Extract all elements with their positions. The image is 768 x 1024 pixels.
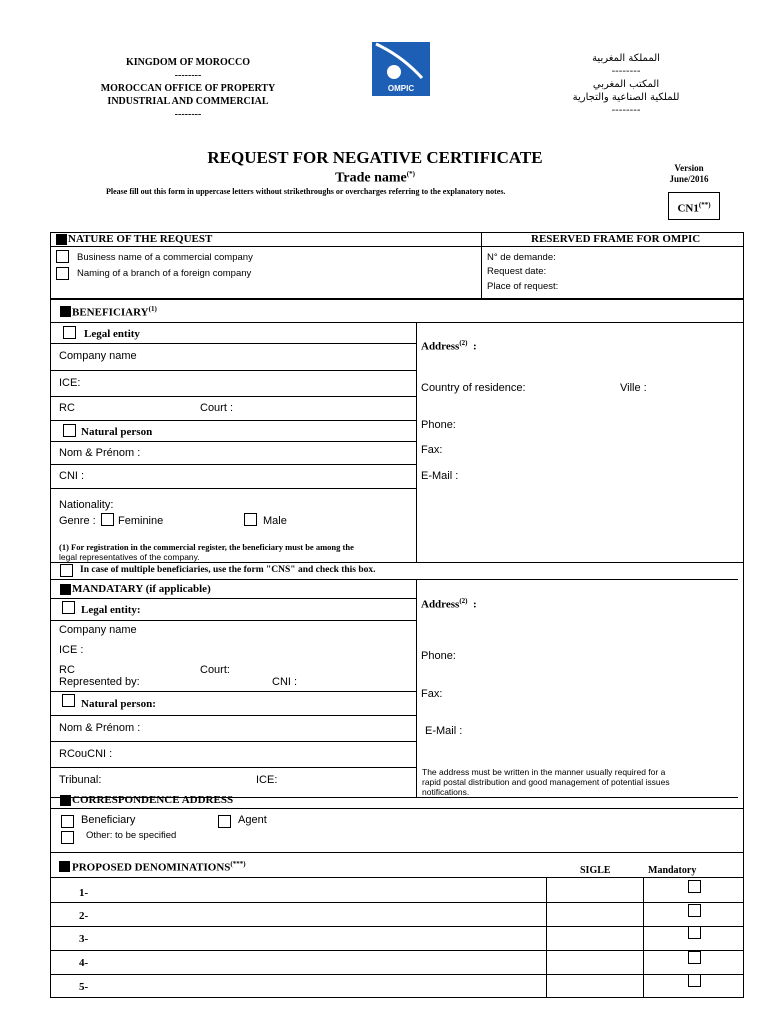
divider	[50, 926, 744, 927]
sigle-input[interactable]	[548, 976, 641, 997]
divider	[50, 562, 744, 563]
denomination-input[interactable]	[52, 879, 544, 900]
reserved-heading: RESERVED FRAME FOR OMPIC	[531, 233, 701, 245]
address-note: The address must be written in the manner usually required for a	[422, 767, 666, 777]
nature-option-label: Business name of a commercial company	[77, 252, 253, 263]
feminine-checkbox[interactable]	[101, 513, 114, 526]
beneficiary-note: legal representatives of the company.	[59, 552, 200, 562]
subtitle-sup: (*)	[406, 170, 415, 178]
mandatary-natural-person-checkbox[interactable]	[62, 694, 75, 707]
section-marker-icon	[60, 306, 71, 317]
cni-label: CNI :	[59, 470, 85, 482]
nationality-label: Nationality:	[59, 499, 114, 511]
beneficiary-fax-label: Fax:	[421, 444, 443, 456]
divider	[50, 464, 416, 465]
address-sup: (2)	[459, 339, 468, 347]
male-label: Male	[263, 515, 287, 527]
tribunal-label: Tribunal:	[59, 774, 102, 786]
address-colon: :	[472, 598, 477, 611]
denomination-row-number: 5-	[79, 981, 89, 993]
form-code: CN1	[677, 202, 699, 215]
ompic-logo	[372, 42, 430, 96]
male-checkbox[interactable]	[244, 513, 257, 526]
header-right-line: --------	[611, 105, 641, 116]
divider	[50, 322, 744, 323]
country-label: Country of residence:	[421, 382, 526, 394]
version-date: June/2016	[669, 174, 709, 184]
ville-label: Ville :	[620, 382, 647, 394]
header-left-line: KINGDOM OF MOROCCO	[125, 57, 251, 68]
mandatary-address-label	[421, 597, 477, 611]
correspondence-agent-checkbox[interactable]	[218, 815, 231, 828]
header-right-line: المكتب المغربي	[592, 79, 660, 90]
divider	[50, 246, 744, 247]
legal-entity-checkbox[interactable]	[63, 326, 76, 339]
divider	[50, 715, 416, 716]
reserved-field-label: N° de demande:	[487, 252, 556, 263]
mandatory-checkbox[interactable]	[688, 951, 701, 964]
nature-option-label: Naming of a branch of a foreign company	[77, 268, 252, 279]
mandatary-phone-label: Phone:	[421, 650, 456, 662]
divider	[50, 902, 744, 903]
mandatary-court-label: Court:	[200, 664, 230, 676]
divider	[643, 877, 644, 998]
divider	[50, 441, 416, 442]
represented-by-label: Represented by:	[59, 676, 140, 688]
correspondence-beneficiary-label: Beneficiary	[81, 814, 136, 826]
denominations-heading-sup: (***)	[230, 860, 246, 868]
sigle-input[interactable]	[548, 904, 641, 925]
header-right	[556, 52, 696, 117]
address-colon: :	[472, 340, 477, 353]
header-right-line: للملكية الصناعية والتجارية	[572, 92, 680, 103]
divider	[50, 852, 744, 853]
address-note: notifications.	[422, 787, 470, 797]
section-marker-icon	[59, 861, 70, 872]
beneficiary-address-label	[421, 339, 477, 353]
page-title: REQUEST FOR NEGATIVE CERTIFICATE	[207, 148, 543, 167]
correspondence-other-label: Other: to be specified	[86, 830, 177, 841]
header-left-line: --------	[174, 70, 202, 81]
rcoucni-label: RCouCNI :	[59, 748, 113, 760]
beneficiary-email-label: E-Mail :	[421, 470, 459, 482]
mandatary-rc-label: RC	[59, 664, 75, 676]
sigle-header: SIGLE	[580, 865, 611, 876]
divider	[50, 808, 744, 809]
header-left	[70, 56, 306, 121]
sigle-input[interactable]	[548, 928, 641, 949]
denomination-input[interactable]	[52, 976, 544, 997]
form-code-sup: (**)	[698, 201, 711, 209]
court-label: Court :	[200, 402, 234, 414]
multiple-beneficiaries-label: In case of multiple beneficiaries, use the form "CNS" and check this box.	[80, 565, 376, 575]
divider	[50, 370, 416, 371]
rc-label: RC	[59, 402, 75, 414]
natural-person-label: Natural person	[81, 426, 153, 438]
nom-prenom-label: Nom & Prénom :	[59, 447, 141, 459]
version-label: Version	[674, 163, 704, 173]
reserved-field-label: Request date:	[487, 266, 547, 277]
divider	[50, 598, 416, 599]
section-marker-icon	[56, 234, 67, 245]
divider	[50, 620, 416, 621]
beneficiary-heading-sup: (1)	[148, 305, 157, 313]
version-block	[664, 163, 714, 185]
beneficiary-heading-text: BENEFICIARY	[72, 306, 149, 319]
feminine-label: Feminine	[118, 515, 164, 527]
beneficiary-note: (1) For registration in the commercial register, the beneficiary must be among the	[59, 542, 354, 552]
divider	[50, 420, 416, 421]
denomination-input[interactable]	[52, 904, 544, 925]
mandatary-cni-label: CNI :	[272, 676, 298, 688]
divider	[50, 741, 416, 742]
mandatary-ice2-label: ICE:	[256, 774, 278, 786]
divider	[416, 580, 417, 797]
mandatory-checkbox[interactable]	[688, 880, 701, 893]
sigle-input[interactable]	[548, 879, 641, 900]
page-subtitle	[150, 170, 600, 187]
company-name-label: Company name	[59, 350, 137, 362]
denomination-input[interactable]	[52, 928, 544, 949]
denominations-heading-text: PROPOSED DENOMINATIONS	[72, 861, 231, 874]
denomination-input[interactable]	[52, 952, 544, 973]
header-right-line: --------	[611, 66, 641, 77]
header-left-line: --------	[174, 109, 202, 120]
nature-option-checkbox[interactable]	[56, 250, 69, 263]
legal-entity-label: Legal entity	[84, 328, 140, 340]
mandatory-checkbox[interactable]	[688, 974, 701, 987]
denomination-row-number: 2-	[79, 910, 89, 922]
header-left-line: MOROCCAN OFFICE OF PROPERTY	[100, 83, 276, 94]
subtitle-text: Trade name	[335, 170, 407, 186]
mandatary-nom-prenom-label: Nom & Prénom :	[59, 722, 141, 734]
sigle-input[interactable]	[548, 952, 641, 973]
section-marker-icon	[60, 584, 71, 595]
multiple-beneficiaries-checkbox[interactable]	[60, 564, 73, 577]
divider	[50, 691, 416, 692]
divider	[416, 322, 417, 562]
divider	[50, 396, 416, 397]
denominations-heading	[72, 860, 246, 874]
header-left-line: INDUSTRIAL AND COMMERCIAL	[107, 96, 269, 107]
mandatary-natural-person-label: Natural person:	[81, 698, 156, 710]
mandatary-fax-label: Fax:	[421, 688, 443, 700]
divider	[50, 488, 416, 489]
mandatary-legal-entity-checkbox[interactable]	[62, 601, 75, 614]
address-text: Address	[421, 340, 460, 353]
denomination-row-number: 3-	[79, 933, 89, 945]
divider	[50, 343, 416, 344]
denomination-row-number: 1-	[79, 887, 89, 899]
natural-person-checkbox[interactable]	[63, 424, 76, 437]
correspondence-agent-label: Agent	[238, 814, 267, 826]
mandatary-email-label: E-Mail :	[425, 725, 463, 737]
divider	[50, 579, 738, 580]
beneficiary-phone-label: Phone:	[421, 419, 456, 431]
form-code-box	[668, 192, 720, 220]
mandatary-legal-entity-label: Legal entity:	[81, 604, 141, 616]
correspondence-beneficiary-checkbox[interactable]	[61, 815, 74, 828]
mandatary-heading: MANDATARY (if applicable)	[72, 583, 211, 595]
header-right-line: المملكة المغربية	[592, 53, 660, 64]
denomination-row-number: 4-	[79, 957, 89, 969]
mandatory-checkbox[interactable]	[688, 904, 701, 917]
ice-label: ICE:	[59, 377, 81, 389]
ompic-logo-text: OMPIC	[387, 84, 415, 93]
reserved-field-label: Place of request:	[487, 281, 559, 292]
mandatory-checkbox[interactable]	[688, 926, 701, 939]
genre-label: Genre :	[59, 515, 96, 527]
divider	[50, 950, 744, 951]
section-marker-icon	[60, 795, 71, 806]
nature-heading: NATURE OF THE REQUEST	[68, 233, 213, 245]
address-sup: (2)	[459, 597, 468, 605]
nature-option-checkbox[interactable]	[56, 267, 69, 280]
divider	[546, 877, 547, 998]
divider	[481, 232, 482, 299]
divider	[50, 767, 416, 768]
correspondence-other-checkbox[interactable]	[61, 831, 74, 844]
mandatory-header: Mandatory	[648, 865, 697, 876]
instructions: Please fill out this form in uppercase letters without strikethroughs or overcharges referring to the explanatory notes.	[106, 187, 506, 196]
mandatary-company-name-label: Company name	[59, 624, 137, 636]
beneficiary-heading	[72, 305, 157, 319]
address-note: rapid postal distribution and good management of potential issues	[422, 777, 670, 787]
correspondence-heading: CORRESPONDENCE ADDRESS	[72, 794, 234, 806]
mandatary-ice-label: ICE :	[59, 644, 84, 656]
divider	[50, 877, 744, 878]
divider	[50, 974, 744, 975]
address-text: Address	[421, 598, 460, 611]
